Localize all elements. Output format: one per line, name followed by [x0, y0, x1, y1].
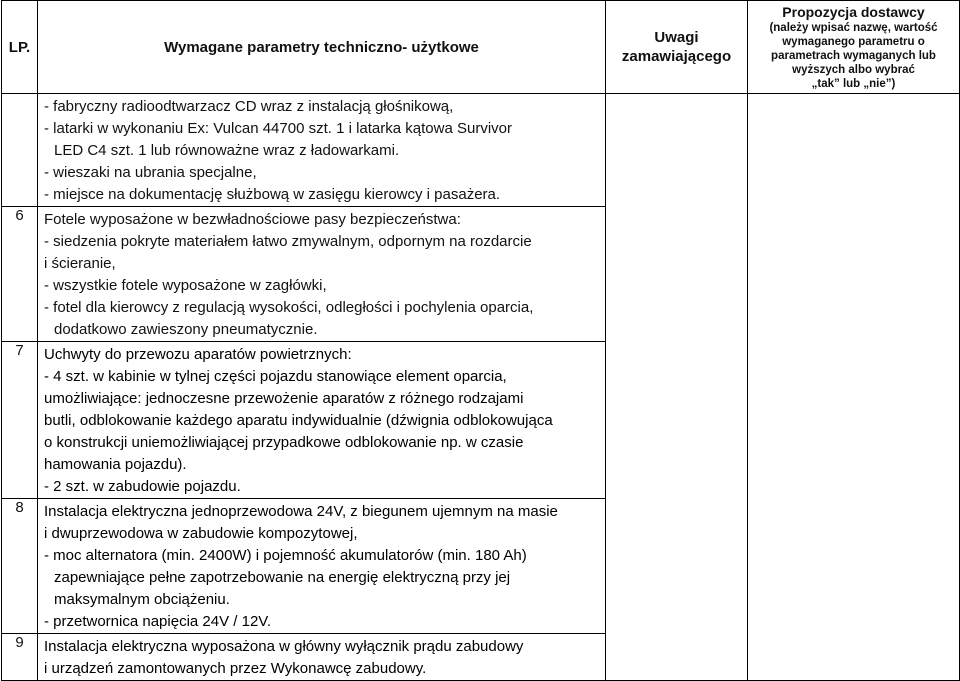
- requirement-line: hamowania pojazdu).: [44, 456, 187, 473]
- header-offer-line2: wymaganego parametru o: [782, 35, 925, 48]
- requirement-line: butli, odblokowanie każdego aparatu indywidualnie (dźwignia odblokowująca: [44, 412, 553, 429]
- requirement-text: [38, 94, 606, 207]
- requirement-line: - moc alternatora (min. 2400W) i pojemność akumulatorów (min. 180 Ah): [44, 547, 527, 564]
- requirement-line: - fotel dla kierowcy z regulacją wysokości, odległości i pochylenia oparcia,: [44, 299, 534, 316]
- row-number: [2, 94, 38, 207]
- requirement-line: dodatkowo zawieszony pneumatycznie.: [54, 321, 318, 338]
- requirement-line: i dwuprzewodowa w zabudowie kompozytowej,: [44, 525, 358, 542]
- requirement-line: - siedzenia pokryte materiałem łatwo zmywalnym, odpornym na rozdarcie: [44, 233, 532, 250]
- header-row: [2, 1, 960, 94]
- row-number: 7: [2, 342, 38, 499]
- row-number: 9: [2, 634, 38, 681]
- requirement-line: - wszystkie fotele wyposażone w zagłówki,: [44, 277, 327, 294]
- header-requirements: Wymagane parametry techniczno- użytkowe: [38, 1, 606, 94]
- requirement-line: LED C4 szt. 1 lub równoważne wraz z ładowarkami.: [54, 142, 400, 159]
- offer-cell[interactable]: [748, 94, 960, 681]
- requirement-line: - 4 szt. w kabinie w tylnej części pojazdu stanowiące element oparcia,: [44, 368, 507, 385]
- header-offer-line3: parametrach wymaganych lub: [771, 49, 936, 62]
- header-offer: [748, 1, 960, 94]
- header-offer-line5: „tak” lub „nie”): [811, 77, 896, 90]
- requirement-line: - miejsce na dokumentację służbową w zasięgu kierowcy i pasażera.: [44, 186, 501, 203]
- header-notes: [606, 1, 748, 94]
- header-lp: LP.: [2, 1, 38, 94]
- requirement-text: [38, 634, 606, 681]
- requirement-line: Fotele wyposażone w bezwładnościowe pasy bezpieczeństwa:: [44, 211, 461, 228]
- requirement-line: - latarki w wykonaniu Ex: Vulcan 44700 szt. 1 i latarka kątowa Survivor: [44, 120, 512, 137]
- header-offer-line1: (należy wpisać nazwę, wartość: [769, 21, 938, 34]
- notes-cell[interactable]: [606, 94, 748, 681]
- row-number: 6: [2, 207, 38, 342]
- header-offer-line4: wyższych albo wybrać: [792, 63, 915, 76]
- requirement-line: maksymalnym obciążeniu.: [54, 591, 230, 608]
- requirements-table: [1, 0, 960, 681]
- header-notes-line2: zamawiającego: [621, 48, 732, 65]
- header-notes-line1: Uwagi: [654, 29, 699, 46]
- header-offer-title: Propozycja dostawcy: [782, 3, 925, 20]
- requirement-line: zapewniające pełne zapotrzebowanie na energię elektryczną przy jej: [54, 569, 511, 586]
- requirement-line: Instalacja elektryczna jednoprzewodowa 24V, z biegunem ujemnym na masie: [44, 503, 558, 520]
- requirement-text: [38, 499, 606, 634]
- requirement-line: i ścieranie,: [44, 255, 116, 272]
- requirement-line: umożliwiające: jednoczesne przewożenie aparatów z różnego rodzajami: [44, 390, 524, 407]
- requirement-line: - przetwornica napięcia 24V / 12V.: [44, 613, 272, 630]
- requirement-line: o konstrukcji uniemożliwiającej przypadkowe odblokowanie np. w czasie: [44, 434, 524, 451]
- table-row: [2, 94, 960, 207]
- row-number: 8: [2, 499, 38, 634]
- requirement-line: - fabryczny radioodtwarzacz CD wraz z instalacją głośnikową,: [44, 98, 454, 115]
- requirement-line: Uchwyty do przewozu aparatów powietrznych:: [44, 346, 352, 363]
- requirement-text: [38, 207, 606, 342]
- requirement-line: - 2 szt. w zabudowie pojazdu.: [44, 478, 241, 495]
- requirement-text: [38, 342, 606, 499]
- requirement-line: - wieszaki na ubrania specjalne,: [44, 164, 257, 181]
- requirement-line: Instalacja elektryczna wyposażona w główny wyłącznik prądu zabudowy: [44, 638, 524, 655]
- requirement-line: i urządzeń zamontowanych przez Wykonawcę zabudowy.: [44, 660, 427, 677]
